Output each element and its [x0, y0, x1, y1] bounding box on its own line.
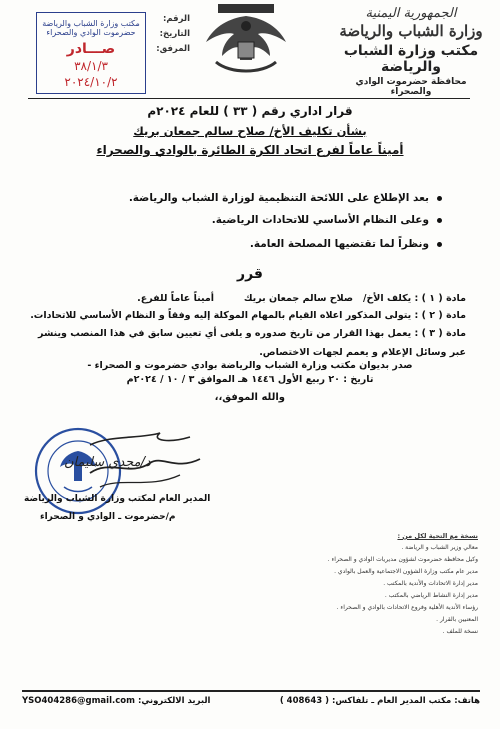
list-item: مدير إدارة النشاط الرياضي بالمكتب .	[384, 592, 478, 599]
copies-list	[198, 530, 478, 638]
official-seal-and-signature	[30, 415, 220, 527]
outgoing-stamp	[36, 12, 146, 94]
footer-email	[22, 696, 210, 706]
yemen-emblem-icon	[200, 2, 292, 76]
stamp-region: حضرموت الوادي والصحراء	[46, 28, 136, 37]
ministry-name: وزارة الشباب والرياضة	[339, 22, 483, 40]
decree-title: قرار اداري رقم ( ٣٣ ) للعام ٢٠٢٤م	[147, 104, 353, 118]
footer-phone: هاتف: مكتب المدير العام ـ تلفاكس: ( 408643 )	[279, 696, 480, 706]
signatory-title: المدير العام لمكتب وزارة الشباب والرياضة	[24, 494, 211, 504]
ref-attachments-label: المرفق:	[156, 44, 190, 54]
list-item: مدير إدارة الاتحادات والأندية بالمكتب .	[383, 580, 478, 587]
bullet-icon	[437, 242, 442, 247]
list-item: وكيل محافظة حضرموت لشؤون مديريات الوادي و الصحراء .	[327, 556, 478, 563]
stamp-date: ٢٠٢٤/١٠/٢	[64, 75, 118, 89]
article-2: مادة ( ٢ ) : يتولى المذكور اعلاه القيام بالمهام الموكلة إليه وفقاً و النظام الأساسي للاتحادات.	[30, 310, 466, 321]
decree-subject: بشأن تكليف الأخ/ صلاح سالم جمعان بريك	[133, 124, 367, 138]
signatory-place: م/حضرموت ـ الوادي و الصحراء	[40, 512, 176, 522]
stamp-number: ٣٨/١/٣	[74, 59, 108, 73]
signature-name: د/مجدي سليمان	[64, 455, 151, 470]
article-1	[26, 292, 466, 306]
stamp-office: مكتب وزارة الشباب والرياضة	[42, 19, 140, 28]
ref-date-label: التاريخ:	[159, 29, 190, 39]
bullet-icon	[437, 218, 442, 223]
office-name: مكتب وزارة الشباب والرياضة	[343, 43, 479, 75]
republic-name: الجمهورية اليمنية	[365, 6, 457, 21]
article-1-label: مادة ( ١ ) : يكلف الأخ/	[362, 293, 466, 304]
letterhead	[336, 6, 486, 97]
issued-date: تاريخ : ٢٠ ربيع الأول ١٤٤٦ هـ الموافق ٣ / ١٠ / ٢٠٢٤م	[126, 374, 374, 385]
decided-heading: قرر	[237, 266, 263, 282]
premise-item: وعلى النظام الأساسي للاتحادات الرياضية.	[32, 214, 442, 226]
footer-email-value: YSO404286@gmail.com	[22, 696, 135, 706]
premise-item: ونظراً لما تقتضيها المصلحة العامة.	[32, 238, 442, 250]
list-item: المعنيين بالقرار .	[436, 616, 478, 623]
stamp-status: صـــادر	[66, 41, 116, 57]
bullet-icon	[437, 196, 442, 201]
decree-position: أميناً عاماً لفرع اتحاد الكرة الطائرة بالوادي والصحراء	[96, 143, 404, 157]
premise-item: بعد الإطلاع على اللائحة التنظيمية لوزارة الشباب والرياضة.	[32, 192, 442, 204]
footer-email-label: البريد الالكتروني:	[137, 696, 211, 706]
footer-divider	[22, 690, 480, 692]
list-item: معالي وزير الشباب و الرياضة .	[401, 544, 478, 551]
article-3: مادة ( ٣ ) : يعمل بهذا القرار من تاريخ صدوره و يلغى أي تعيين سابق في هذا المنصب وينشر عبر وسائل الإعلام و يعمم لجهات الاختصاص.	[38, 328, 466, 358]
header-divider	[28, 98, 470, 99]
closing-phrase: والله الموفق،،	[214, 392, 285, 403]
article-1-name: صلاح سالم جمعان بريك	[243, 293, 354, 304]
ref-number-label: الرقم:	[162, 14, 190, 24]
copies-heading: نسخة مع التحية لكل من :	[397, 532, 478, 540]
issued-place: صدر بديوان مكتب وزارة الشباب والرياضة بوادي حضرموت و الصحراء -	[87, 360, 413, 371]
article-1-role: أميناً عاماً للفرع.	[137, 293, 215, 304]
list-item: مدير عام مكتب وزارة الشؤون الاجتماعية والعمل بالوادي .	[334, 568, 478, 575]
governorate-name: محافظة حضرموت الوادي والصحراء	[355, 77, 467, 97]
list-item: نسخة للملف .	[442, 628, 478, 635]
list-item: رؤساء الأندية الأهلية وفروع الاتحادات بالوادي و الصحراء .	[336, 604, 478, 611]
